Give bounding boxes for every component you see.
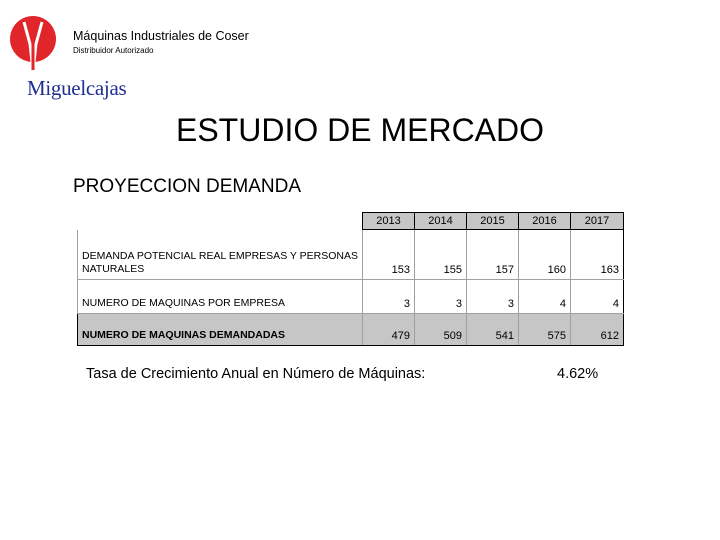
table-cell: 155 [415,230,467,280]
table-cell: 541 [467,314,519,346]
row-label: NUMERO DE MAQUINAS POR EMPRESA [78,280,363,314]
table-cell: 4 [519,280,571,314]
table-row [78,230,624,280]
red-needle-thread-logo-icon [8,14,58,72]
table-cell: 3 [415,280,467,314]
table-cell: 153 [363,230,415,280]
company-tagline: Distribuidor Autorizado [73,46,154,55]
year-header: 2016 [519,213,571,230]
table-cell: 4 [571,280,624,314]
year-header: 2015 [467,213,519,230]
table-cell: 612 [571,314,624,346]
table-cell: 163 [571,230,624,280]
company-name: Máquinas Industriales de Coser [73,29,249,43]
section-subtitle: PROYECCION DEMANDA [73,176,302,197]
table-cell: 575 [519,314,571,346]
table-cell: 157 [467,230,519,280]
table-cell: 160 [519,230,571,280]
growth-rate-label: Tasa de Crecimiento Anual en Número de Máquinas: [86,366,426,382]
growth-rate-value: 4.62% [557,366,599,382]
brand-name: Miguelcajas [27,76,127,100]
table-row-total [78,314,624,346]
table-cell: 509 [415,314,467,346]
year-header: 2017 [571,213,624,230]
table-cell: 479 [363,314,415,346]
year-header: 2014 [415,213,467,230]
row-label: DEMANDA POTENCIAL REAL EMPRESAS Y PERSONAS NATURALES [78,230,363,280]
page-title: ESTUDIO DE MERCADO [175,112,545,148]
year-header: 2013 [363,213,415,230]
demand-projection-table [77,212,624,346]
table-header-row [78,213,624,230]
row-label: NUMERO DE MAQUINAS DEMANDADAS [78,314,363,346]
table-cell: 3 [363,280,415,314]
table-header-blank [78,213,363,230]
table-cell: 3 [467,280,519,314]
table-row [78,280,624,314]
